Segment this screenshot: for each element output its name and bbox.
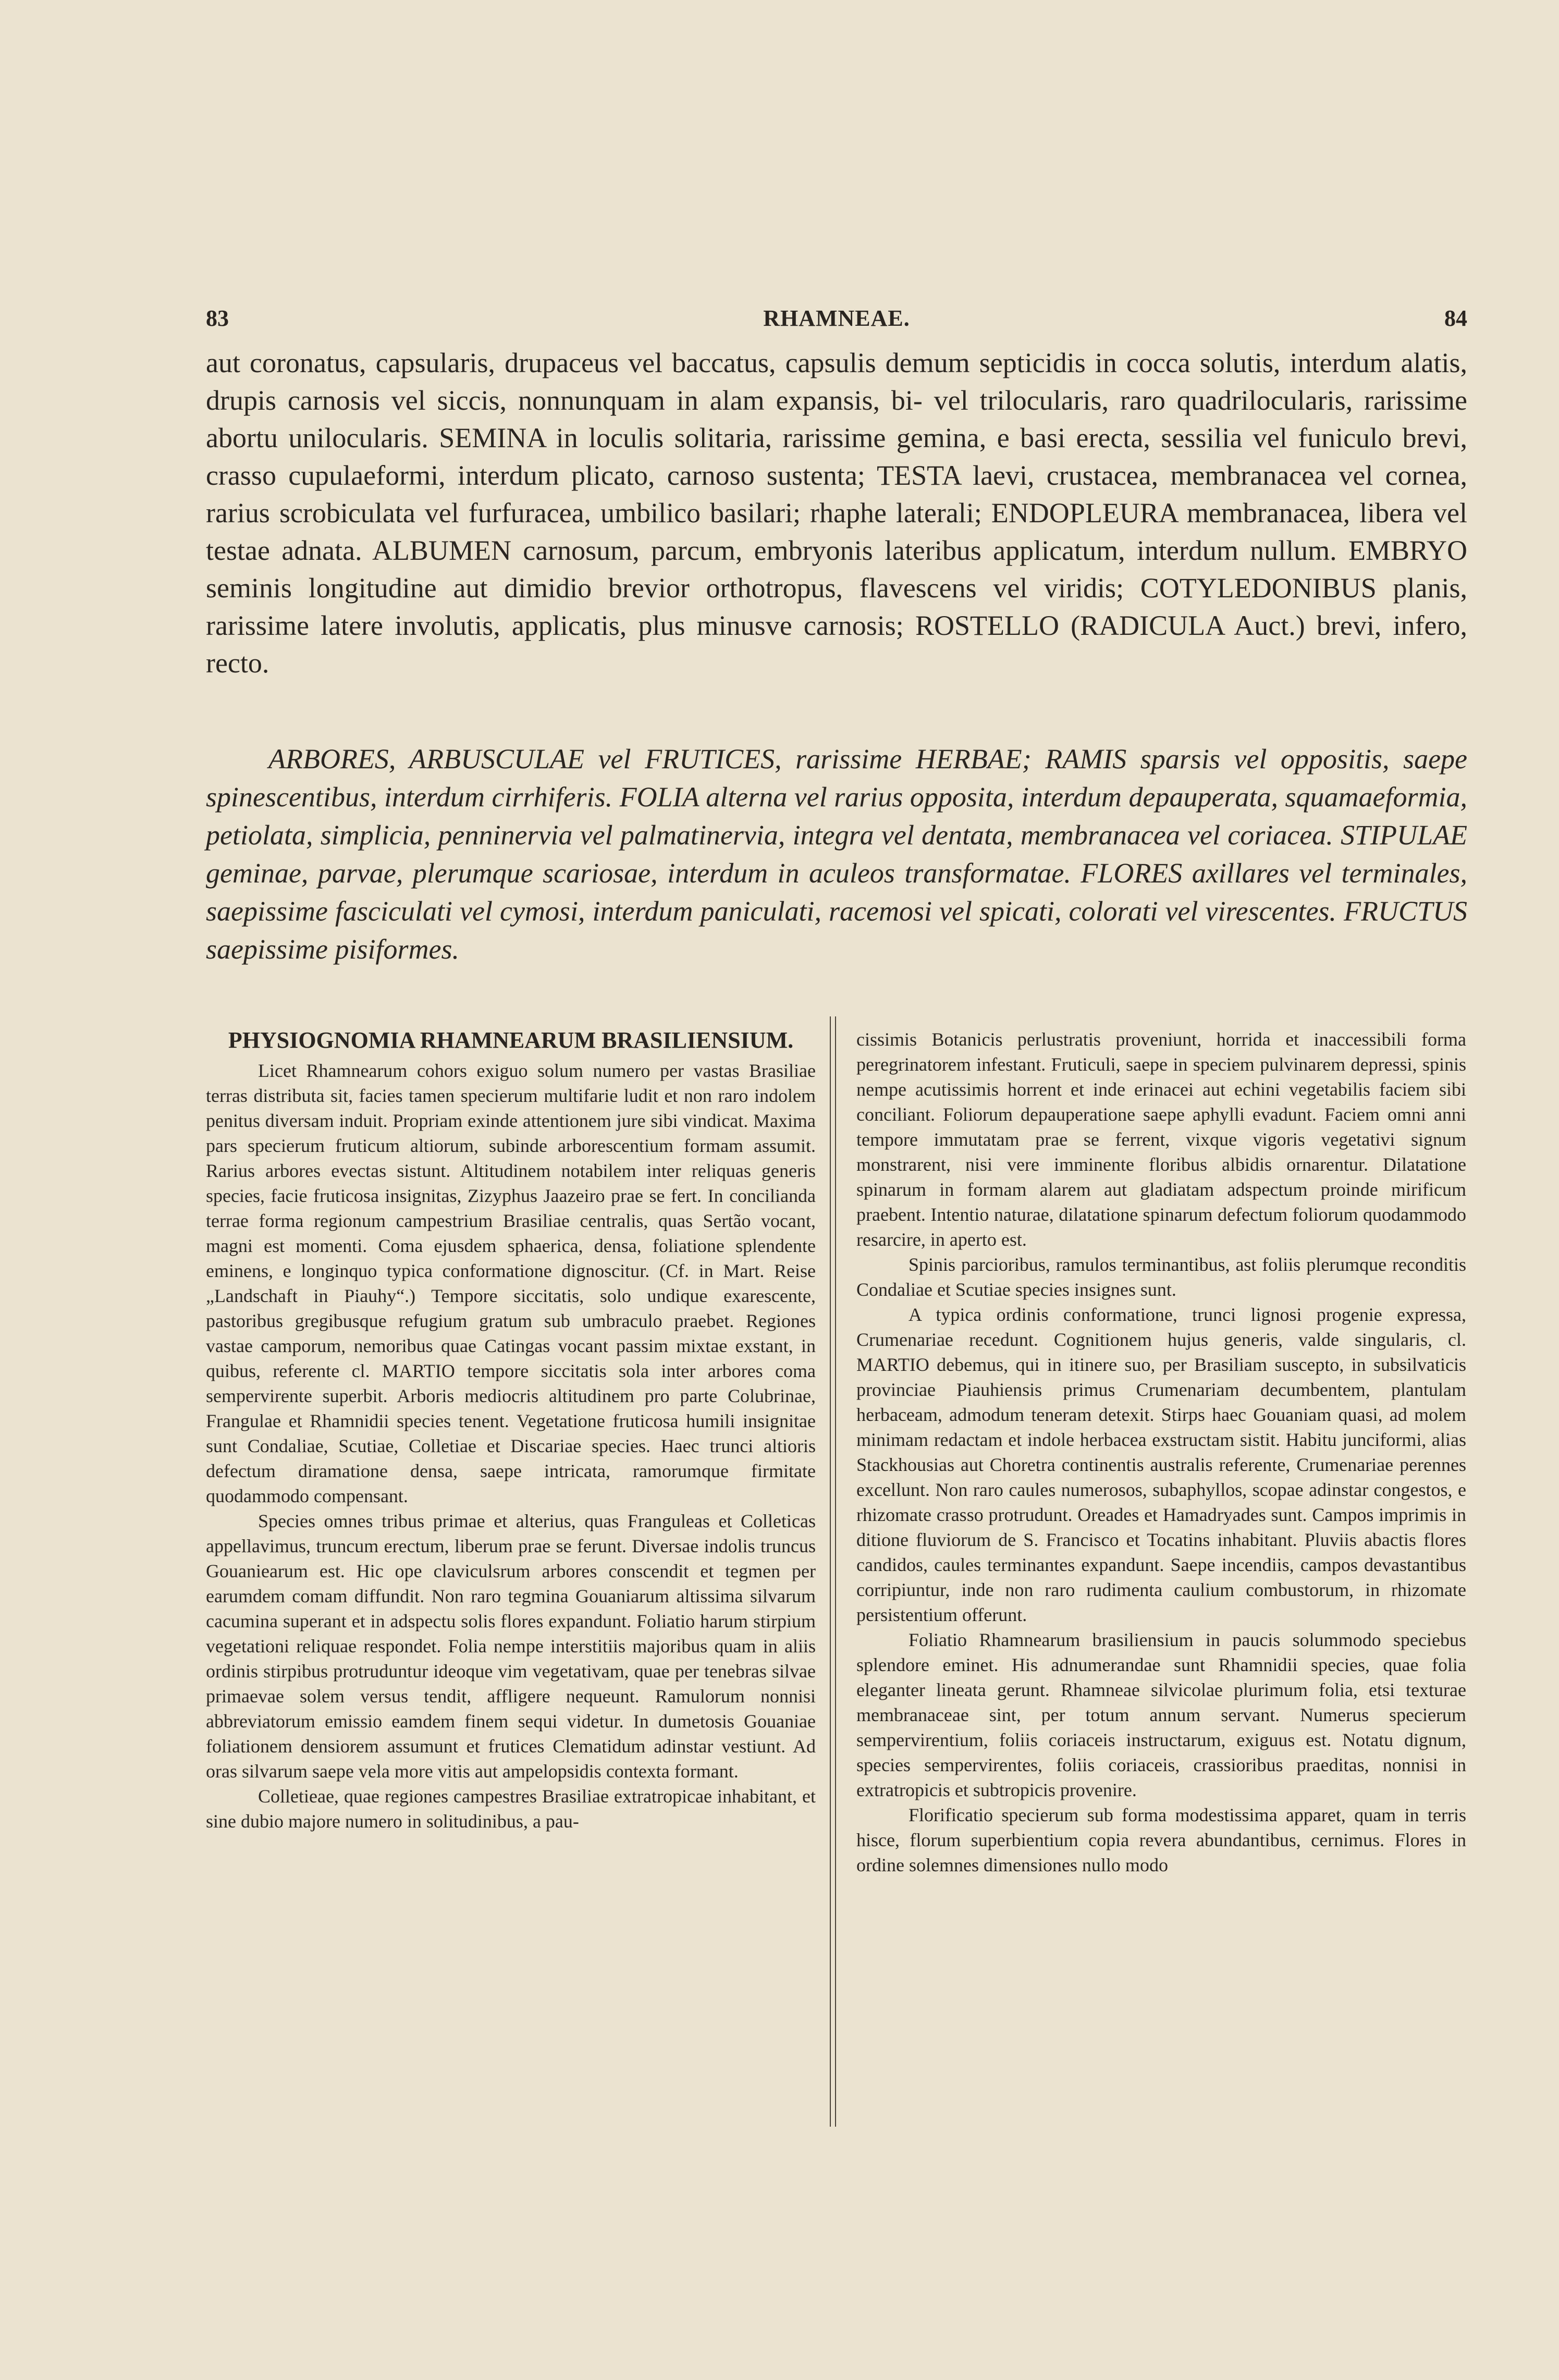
left-column (206, 1027, 816, 1834)
right-paragraph: Florificatio specierum sub forma modestissima apparet, quam in terris hisce, florum superbientium copia revera abundantibus, cernimus. Flores in ordine solemnes dimensiones nullo modo (856, 1805, 1466, 1875)
section-heading: PHYSIOGNOMIA RHAMNEARUM BRASILIENSIUM. (228, 1027, 794, 1053)
right-column (856, 1027, 1466, 1878)
right-paragraph: Spinis parcioribus, ramulos terminantibus, ast foliis plerumque reconditis Condaliae et Scutiae species insignes sunt. (856, 1254, 1466, 1300)
running-title: RHAMNEAE. (763, 305, 910, 331)
page-number-left: 83 (206, 305, 229, 331)
running-header (206, 305, 1467, 341)
page-number-right: 84 (1444, 305, 1467, 331)
description-paragraph: aut coronatus, capsularis, drupaceus vel baccatus, capsulis demum septicidis in cocca solutis, interdum alatis, drupis carnosis vel siccis, nonnunquam in alam expansis, bi- vel trilocularis, raro quadrilocularis, rarissime abortu unilocularis. SEMINA in loculis solitaria, rarissime gemina, e basi erecta, sessilia vel funiculo brevi, crasso cupulaeformi, interdum plicato, carnoso sustenta; TESTA laevi, crustacea, membranacea vel cornea, rarius scrobiculata vel furfuracea, umbilico basilari; rhaphe laterali; ENDOPLEURA membranacea, libera vel testae adnata. ALBUMEN carnosum, parcum, embryonis lateribus applicatum, interdum nullum. EMBRYO seminis longitudine aut dimidio brevior orthotropus, flavescens vel viridis; COTYLEDONIBUS planis, rarissime latere involutis, applicatis, plus minusve carnosis; ROSTELLO (RADICULA Auct.) brevi, infero, recto. (206, 347, 1467, 679)
habit-paragraph: ARBORES, ARBUSCULAE vel FRUTICES, rarissime HERBAE; RAMIS sparsis vel oppositis, saepe spinescentibus, interdum cirrhiferis. FOLIA alterna vel rarius opposita, interdum depauperata, squamaeformia, petiolata, simplicia, penninervia vel palmatinervia, integra vel dentata, membranacea vel coriacea. STIPULAE geminae, parvae, plerumque scariosae, interdum in aculeos transformatae. FLORES axillares vel terminales, saepissime fasciculati vel cymosi, interdum paniculati, racemosi vel spicati, colorati vel virescentes. FRUCTUS saepissime pisiformes. (206, 743, 1467, 965)
left-paragraph: Species omnes tribus primae et alterius, quas Franguleas et Colleticas appellavimus, truncum erectum, liberum prae se ferunt. Diversae indolis truncus Gouaniearum est. Hic ope claviculsrum arbores conscendit et tegmen per earumdem comam diffundit. Non raro tegmina Gouaniarum altissima silvarum cacumina superant et in adspectu solis flores expandunt. Foliatio harum stirpium vegetationi reliquae respondet. Folia nempe interstitiis majoribus quam in aliis ordinis stirpibus protruduntur ideoque vim vegetativam, quae per tenebras silvae primaevae solem versus tendit, affligere nequeunt. Ramulorum nonnisi abbreviatorum emissio eamdem finem sequi videtur. In dumetosis Gouaniae foliationem densiorem assumunt et frutices Clematidum adinstar vestiunt. Ad oras silvarum saepe vela more vitis aut ampelopsidis contexta formant. (206, 1511, 816, 1782)
left-paragraph: Colletieae, quae regiones campestres Brasiliae extratropicae inhabitant, et sine dubio majore numero in solitudinibus, a pau- (206, 1786, 816, 1832)
right-paragraph: A typica ordinis conformatione, trunci lignosi progenie expressa, Crumenariae recedunt. Cognitionem hujus generis, valde singularis, cl. MARTIO debemus, qui in itinere suo, per Brasiliam suscepto, in subsilvaticis provinciae Piauhiensis primus Crumenariam decumbentem, plantulam herbaceam, admodum teneram detexit. Stirps haec Gouaniam quasi, ad molem minimam redactam et indole herbacea exstructam sistit. Habitu junciformi, alias Stackhousias aut Choretra continentis australis referente, Crumenariae perennes excellunt. Non raro caules numerosos, subaphyllos, scopae adinstar congestos, e rhizomate crasso protrudunt. Oreades et Hamadryades sunt. Campos imprimis in ditione fluviorum de S. Francisco et Tocatins inhabitant. Pluviis abactis flores candidos, caules terminantes expandunt. Saepe incendiis, campos devastantibus corripiuntur, inde non raro rudimenta caulium combustorum, in rhizomate persistentium offerunt. (856, 1304, 1466, 1625)
habit-description (206, 740, 1467, 968)
fruit-seed-description (206, 344, 1467, 682)
right-paragraph: cissimis Botanicis perlustratis proveniunt, horrida et inaccessibili forma peregrinatorem infestant. Fruticuli, saepe in speciem pulvinarem depressi, spinis nempe acutissimis horrent et inde erinacei aut echini vegetabilis faciem sibi conciliant. Foliorum depauperatione saepe aphylli evadunt. Faciem omni anni tempore immutatam prae se ferrent, vixque vigoris vegetativi signum monstrarent, nisi vere imminente floribus albidis ornarentur. Dilatatione spinarum in formam alarem aut gladiatam adspectum proinde mirificum praebent. Intentio naturae, dilatatione spinarum defectum foliorum quodammodo resarcire, in aperto est. (856, 1029, 1466, 1250)
left-paragraph: Licet Rhamnearum cohors exiguo solum numero per vastas Brasiliae terras distributa sit, facies tamen specierum multifarie ludit et non raro indolem penitus diversam induit. Propriam exinde attentionem jure sibi vindicat. Maxima pars specierum fruticum altiorum, subinde arborescentium formam assumit. Rarius arbores evectas sistunt. Altitudinem notabilem inter reliquas generis species, facie fruticosa insignitas, Zizyphus Jaazeiro prae se fert. In concilianda terrae forma regionum campestrium Brasiliae centralis, quas Sertão vocant, magni est momenti. Coma ejusdem sphaerica, densa, foliatione splendente eminens, e longinquo typica conformatione dignoscitur. (Cf. in Mart. Reise „Landschaft in Piauhy“.) Tempore siccitatis, solo undique exarescente, pastoribus gregibusque refugium gratum sub umbraculo praebet. Regiones vastae camporum, nemoribus quae Catingas vocant passim mixtae exstant, in quibus, referente cl. MARTIO tempore siccitatis sola inter arbores coma sempervirente superbit. Arboris mediocris altitudinem pro parte Colubrinae, Frangulae et Rhamnidii species tenent. Vegetatione fruticosa humili insignitae sunt Condaliae, Scutiae, Colletiae et Discariae species. Haec trunci altioris defectum diramatione densa, saepe intricata, ramorumque firmitate quodammodo compensant. (206, 1060, 816, 1506)
right-paragraph: Foliatio Rhamnearum brasiliensium in paucis solummodo speciebus splendore eminet. His adnumerandae sunt Rhamnidii species, quae folia eleganter lineata gerunt. Rhamneae silvicolae plurimum folia, etsi texturae membranaceae sint, per totum annum servant. Numerus specierum sempervirentium, foliis coriaceis instructarum, exiguus est. Notatu dignum, species sempervirentes, foliis coriaceis, crassioribus praeditas, nonnisi in extratropicis et subtropicis provenire. (856, 1629, 1466, 1800)
column-divider (830, 1016, 836, 2127)
